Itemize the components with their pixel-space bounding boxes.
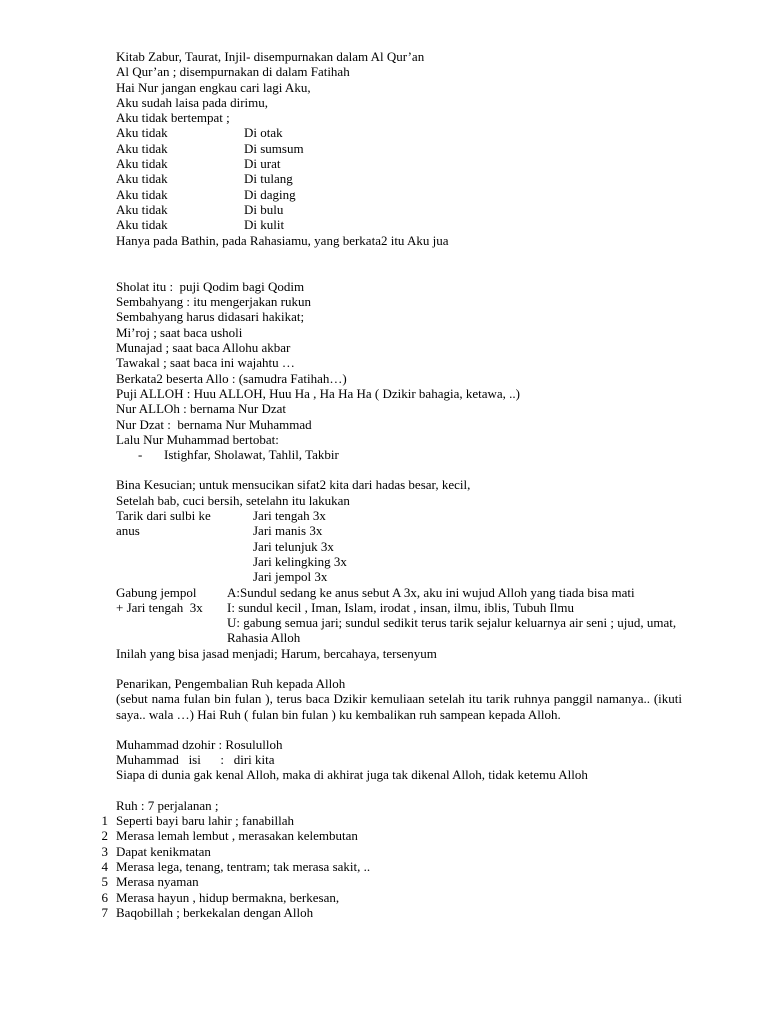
row-label: Aku tidak: [116, 201, 168, 217]
jari-item: Jari manis 3x: [253, 523, 323, 539]
text-line: Hai Nur jangan engkau cari lagi Aku,: [116, 79, 311, 95]
row-label: Aku tidak: [116, 156, 168, 172]
text-line: Lalu Nur Muhammad bertobat:: [116, 431, 279, 447]
text-line: Muhammad isi : diri kita: [116, 752, 275, 768]
text-line: Kitab Zabur, Taurat, Injil- disempurnakan dalam Al Qur’an: [116, 49, 425, 64]
text-line: Setelah bab, cuci bersih, setelahn itu lakukan: [116, 492, 350, 508]
aku-tidak-row: [116, 141, 682, 156]
row-value: Di otak: [244, 125, 283, 141]
jari-item: Jari tengah 3x: [253, 508, 326, 524]
text-line: Bina Kesucian; untuk mensucikan sifat2 kita dari hadas besar, kecil,: [116, 477, 471, 493]
item-number: 6: [101, 889, 108, 905]
gabung-block: [116, 585, 682, 646]
tarik-label: Tarik dari sulbi ke: [116, 508, 211, 524]
gabung-line: A:Sundul sedang ke anus sebut A 3x, aku ini wujud Alloh yang tiada bisa mati: [227, 584, 635, 600]
item-number: 7: [101, 904, 108, 920]
section-title: Ruh : 7 perjalanan ;: [116, 797, 219, 813]
gabung-line: U: gabung semua jari; sundul sedikit terus tarik sejalur keluarnya air seni ; ujud, umat, Rahasia Alloh: [227, 615, 677, 646]
list-item: [101, 874, 682, 890]
row-value: Di kulit: [244, 217, 285, 233]
row-value: Di urat: [244, 156, 281, 172]
bullet-text: Istighfar, Sholawat, Tahlil, Takbir: [164, 447, 339, 463]
row-label: Aku tidak: [116, 217, 168, 233]
text-line: Aku sudah laisa pada dirimu,: [116, 94, 268, 110]
row-value: Di bulu: [244, 201, 284, 217]
text-line: Sembahyang : itu mengerjakan rukun: [116, 294, 311, 310]
section-bina-kesucian: [116, 477, 682, 661]
section-muhammad: [116, 737, 682, 783]
text-line: Berkata2 beserta Allo : (samudra Fatihah…): [116, 370, 347, 386]
text-line: Nur ALLOh : bernama Nur Dzat: [116, 401, 287, 417]
item-number: 1: [101, 813, 108, 829]
section-sholat: [116, 279, 682, 463]
item-text: Seperti bayi baru lahir ; fanabillah: [116, 813, 294, 829]
list-item: [101, 828, 682, 844]
aku-tidak-row: [116, 187, 682, 202]
item-text: Merasa hayun , hidup bermakna, berkesan,: [116, 889, 340, 905]
section-penarikan: [116, 676, 682, 722]
text-line: Munajad ; saat baca Allohu akbar: [116, 340, 291, 356]
item-number: 2: [101, 828, 108, 844]
row-label: Aku tidak: [116, 140, 168, 156]
text-line: Muhammad dzohir : Rosululloh: [116, 736, 283, 752]
item-text: Baqobillah ; berkekalan dengan Alloh: [116, 904, 314, 920]
gabung-label: + Jari tengah 3x: [116, 599, 203, 615]
item-text: Merasa nyaman: [116, 874, 199, 890]
list-item: [101, 843, 682, 859]
aku-tidak-row: [116, 171, 682, 186]
item-number: 5: [101, 874, 108, 890]
section-ruh-perjalanan: [101, 797, 682, 920]
jari-item: Jari jempol 3x: [253, 569, 328, 585]
text-line: Sembahyang harus didasari hakikat;: [116, 309, 305, 325]
item-number: 4: [101, 858, 108, 874]
text-line: Tawakal ; saat baca ini wajahtu …: [116, 355, 295, 371]
aku-tidak-row: [116, 217, 682, 232]
list-item: [101, 889, 682, 905]
text-line: Nur Dzat : bernama Nur Muhammad: [116, 416, 312, 432]
text-line: Inilah yang bisa jasad menjadi; Harum, bercahaya, tersenyum: [116, 645, 437, 661]
bullet-item: [116, 447, 682, 462]
paragraph: (sebut nama fulan bin fulan ), terus baca Dzikir kemuliaan setelah itu tarik ruhnya panggil namanya.. (ikuti saya.. wala …) Hai Ruh ( fulan bin fulan ) ku kembalikan ruh sampean kepada Alloh.: [116, 691, 682, 722]
tarik-block: [116, 508, 682, 584]
section-title: Penarikan, Pengembalian Ruh kepada Alloh: [116, 675, 346, 691]
dash-bullet: -: [138, 447, 143, 463]
text-line: Sholat itu : puji Qodim bagi Qodim: [116, 278, 305, 294]
item-number: 3: [101, 843, 108, 859]
text-line: Aku tidak bertempat ;: [116, 110, 230, 126]
row-value: Di daging: [244, 186, 296, 202]
item-text: Merasa lemah lembut , merasakan kelembutan: [116, 828, 358, 844]
list-item: [101, 813, 682, 829]
jari-item: Jari kelingking 3x: [253, 553, 347, 569]
aku-tidak-row: [116, 125, 682, 140]
row-value: Di sumsum: [244, 140, 304, 156]
row-label: Aku tidak: [116, 125, 168, 141]
gabung-line: I: sundul kecil , Iman, Islam, irodat , insan, ilmu, iblis, Tubuh Ilmu: [227, 599, 575, 615]
section-kitab: [116, 49, 682, 248]
document-page: [101, 49, 682, 920]
list-item: [101, 858, 682, 874]
text-line: Al Qur’an ; disempurnakan di dalam Fatihah: [116, 64, 350, 80]
aku-tidak-row: [116, 202, 682, 217]
gabung-label: Gabung jempol: [116, 584, 197, 600]
item-text: Dapat kenikmatan: [116, 843, 211, 859]
jari-item: Jari telunjuk 3x: [253, 538, 334, 554]
text-line: Puji ALLOH : Huu ALLOH, Huu Ha , Ha Ha Ha ( Dzikir bahagia, ketawa, ..): [116, 385, 520, 401]
row-value: Di tulang: [244, 171, 293, 187]
text-line: Siapa di dunia gak kenal Alloh, maka di akhirat juga tak dikenal Alloh, tidak ketemu Alloh: [116, 767, 588, 783]
row-label: Aku tidak: [116, 171, 168, 187]
row-label: Aku tidak: [116, 186, 168, 202]
text-line: Hanya pada Bathin, pada Rahasiamu, yang berkata2 itu Aku jua: [116, 232, 449, 248]
list-item: [101, 904, 682, 920]
text-line: Mi’roj ; saat baca usholi: [116, 324, 243, 340]
tarik-label: anus: [116, 523, 140, 539]
item-text: Merasa lega, tenang, tentram; tak merasa sakit, ..: [116, 858, 371, 874]
aku-tidak-row: [116, 156, 682, 171]
